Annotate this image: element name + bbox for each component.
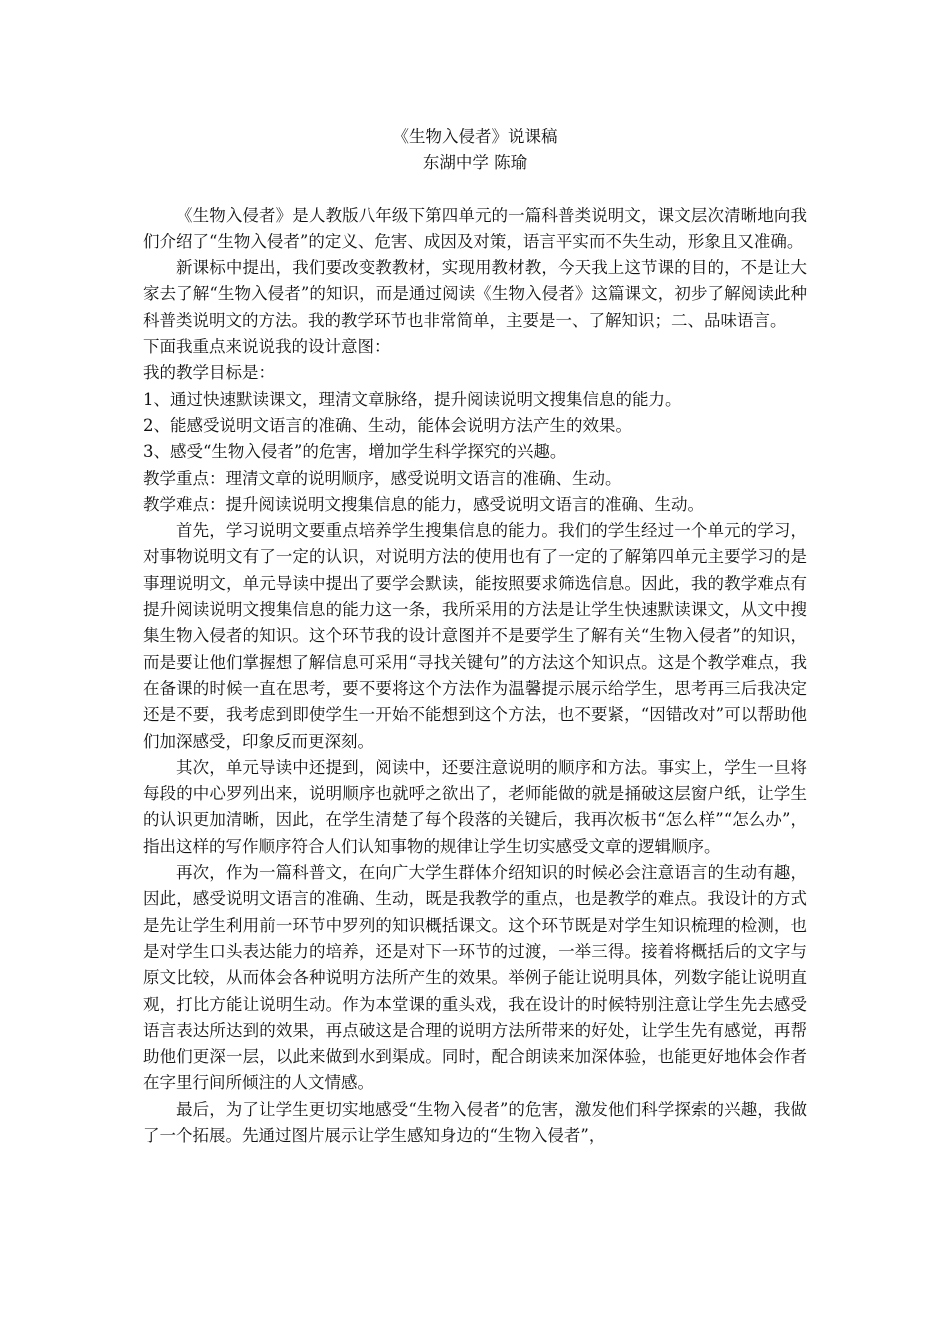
document-author: 东湖中学 陈瑜 bbox=[422, 153, 528, 173]
body-paragraph: 《生物入侵者》是人教版八年级下第四单元的一篇科普类说明文，课文层次清晰地向我们介绍了“生物入侵者”的定义、危害、成因及对策，语言平实而不失生动，形象且又准确。 bbox=[143, 205, 807, 251]
document-title: 《生物入侵者》说课稿 bbox=[392, 127, 558, 146]
body-paragraph: 下面我重点来说说我的设计意图： bbox=[143, 337, 391, 357]
body-paragraph: 其次，单元导读中还提到，阅读中，还要注意说明的顺序和方法。事实上，学生一旦将每段的中心罗列出来，说明顺序也就呼之欲出了，老师能做的就是捅破这层窗户纸，让学生的认识更加清晰，因此，在学生清楚了每个段落的关键后，我再次板书“怎么样”“怎么办”，指出这样的写作顺序符合人们认知事物的规律让学生切实感受文章的逻辑顺序。 bbox=[143, 757, 807, 856]
document-body bbox=[143, 203, 807, 1150]
body-paragraph: 再次，作为一篇科普文，在向广大学生群体介绍知识的时候必会注意语言的生动有趣，因此，感受说明文语言的准确、生动，既是我教学的重点，也是教学的难点。我设计的方式是先让学生利用前一环节中罗列的知识概括课文。这个环节既是对学生知识梳理的检测，也是对学生口头表达能力的培养，还是对下一环节的过渡，一举三得。接着将概括后的文字与原文比较，从而体会各种说明方法所产生的效果。举例子能让说明具体，列数字能让说明直观，打比方能让说明生动。作为本堂课的重头戏，我在设计的时候特别注意让学生先去感受语言表达所达到的效果，再点破这是合理的说明方法所带来的好处，让学生先有感觉，再帮助他们更深一层，以此来做到水到渠成。同时，配合朗读来加深体验，也能更好地体会作者在字里行间所倾注的人文情感。 bbox=[143, 863, 807, 1093]
body-paragraph: 教学难点：提升阅读说明文搜集信息的能力，感受说明文语言的准确、生动。 bbox=[143, 494, 704, 514]
body-paragraph: 新课标中提出，我们要改变教教材，实现用教材教，今天我上这节课的目的，不是让大家去了解“生物入侵者”的知识，而是通过阅读《生物入侵者》这篇课文，初步了解阅读此种科普类说明文的方法。我的教学环节也非常简单，主要是一、了解知识；二、品味语言。 bbox=[143, 258, 807, 330]
body-paragraph: 教学重点：理清文章的说明顺序，感受说明文语言的准确、生动。 bbox=[143, 468, 622, 488]
body-paragraph: 1、通过快速默读课文，理清文章脉络，提升阅读说明文搜集信息的能力。 bbox=[143, 389, 682, 409]
document-page bbox=[143, 124, 807, 1149]
body-paragraph: 3、感受“生物入侵者”的危害，增加学生科学探究的兴趣。 bbox=[143, 442, 567, 462]
title-spacer bbox=[143, 177, 807, 203]
body-paragraph: 2、能感受说明文语言的准确、生动，能体会说明方法产生的效果。 bbox=[143, 415, 632, 435]
body-paragraph: 我的教学目标是： bbox=[143, 363, 275, 383]
body-paragraph: 最后，为了让学生更切实地感受“生物入侵者”的危害，激发他们科学探索的兴趣，我做了一个拓展。先通过图片展示让学生感知身边的“生物入侵者”， bbox=[143, 1099, 807, 1145]
body-paragraph: 首先，学习说明文要重点培养学生搜集信息的能力。我们的学生经过一个单元的学习，对事物说明文有了一定的认识，对说明方法的使用也有了一定的了解第四单元主要学习的是事理说明文，单元导读中提出了要学会默读，能按照要求筛选信息。因此，我的教学难点有提升阅读说明文搜集信息的能力这一条，我所采用的方法是让学生快速默读课文，从文中搜集生物入侵者的知识。这个环节我的设计意图并不是要学生了解有关“生物入侵者”的知识，而是要让他们掌握想了解信息可采用“寻找关键句”的方法这个知识点。这是个教学难点，我在备课的时候一直在思考，要不要将这个方法作为温馨提示展示给学生，思考再三后我决定还是不要，我考虑到即使学生一开始不能想到这个方法，也不要紧，“因错改对”可以帮助他们加深感受，印象反而更深刻。 bbox=[143, 521, 807, 751]
